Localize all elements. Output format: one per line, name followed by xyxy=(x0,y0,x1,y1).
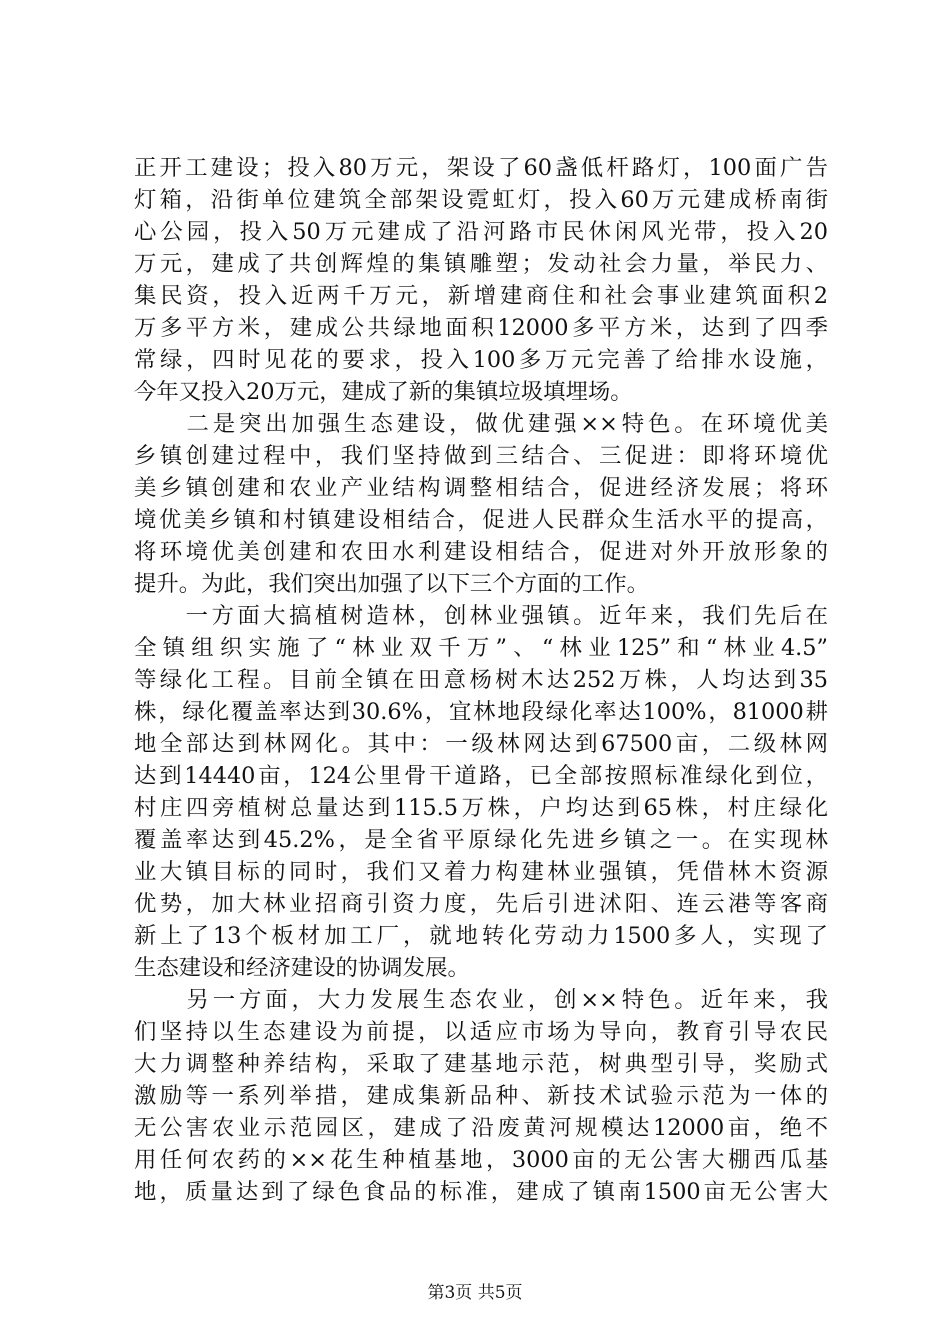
text-line: 优势，加大林业招商引资力度，先后引进沭阳、连云港等客商 xyxy=(134,891,828,917)
text-line: 村庄四旁植树总量达到115.5万株，户均达到65株，村庄绿化 xyxy=(134,795,828,821)
text-line: 将环境优美创建和农田水利建设相结合，促进对外开放形象的 xyxy=(134,539,828,565)
text-line: 灯箱，沿街单位建筑全部架设霓虹灯，投入60万元建成桥南街 xyxy=(134,187,828,213)
text-line: 达到14440亩，124公里骨干道路，已全部按照标准绿化到位， xyxy=(134,763,828,789)
text-line: 乡镇创建过程中，我们坚持做到三结合、三促进：即将环境优 xyxy=(134,443,828,469)
text-line: 业大镇目标的同时，我们又着力构建林业强镇，凭借林木资源 xyxy=(134,859,828,885)
text-line: 覆盖率达到45.2%，是全省平原绿化先进乡镇之一。在实现林 xyxy=(134,827,828,853)
text-line: 常绿，四时见花的要求，投入100多万元完善了给排水设施， xyxy=(134,347,828,373)
text-line: 用任何农药的××花生种植基地，3000亩的无公害大棚西瓜基 xyxy=(134,1147,828,1173)
document-body xyxy=(134,152,828,1208)
text-line: 株，绿化覆盖率达到30.6%，宜林地段绿化率达100%，81000耕 xyxy=(134,699,828,725)
text-line: 美乡镇创建和农业产业结构调整相结合，促进经济发展；将环 xyxy=(134,475,828,501)
text-line: 境优美乡镇和村镇建设相结合，促进人民群众生活水平的提高， xyxy=(134,507,828,533)
text-line: 正开工建设；投入80万元，架设了60盏低杆路灯，100面广告 xyxy=(134,155,828,181)
text-line: 心公园，投入50万元建成了沿河路市民休闲风光带，投入20 xyxy=(134,219,828,245)
text-line: 提升。为此，我们突出加强了以下三个方面的工作。 xyxy=(134,571,649,597)
page-number-footer: 第3页 共5页 xyxy=(427,1283,523,1303)
text-line: 地全部达到林网化。其中：一级林网达到67500亩，二级林网 xyxy=(134,731,828,757)
text-line: 集民资，投入近两千万元，新增建商住和社会事业建筑面积2 xyxy=(134,283,828,309)
text-line: 们坚持以生态建设为前提，以适应市场为导向，教育引导农民 xyxy=(134,1019,828,1045)
text-line: 另一方面，大力发展生态农业，创××特色。近年来，我 xyxy=(134,987,828,1013)
text-line: 大力调整种养结构，采取了建基地示范，树典型引导，奖励式 xyxy=(134,1051,828,1077)
text-line: 万多平方米，建成公共绿地面积12000多平方米，达到了四季 xyxy=(134,315,828,341)
text-line: 今年又投入20万元，建成了新的集镇垃圾填埋场。 xyxy=(134,379,633,405)
text-line: 地，质量达到了绿色食品的标准，建成了镇南1500亩无公害大 xyxy=(134,1179,828,1205)
text-line: 生态建设和经济建设的协调发展。 xyxy=(134,955,470,981)
text-line: 新上了13个板材加工厂，就地转化劳动力1500多人，实现了 xyxy=(134,923,828,949)
text-line: 等绿化工程。目前全镇在田意杨树木达252万株，人均达到35 xyxy=(134,667,828,693)
text-line: 激励等一系列举措，建成集新品种、新技术试验示范为一体的 xyxy=(134,1083,828,1109)
text-line: 二是突出加强生态建设，做优建强××特色。在环境优美 xyxy=(134,411,828,437)
text-line: 万元，建成了共创辉煌的集镇雕塑；发动社会力量，举民力、 xyxy=(134,251,828,277)
text-line: 全镇组织实施了“林业双千万”、“林业125”和“林业4.5” xyxy=(134,635,828,661)
text-line: 无公害农业示范园区，建成了沿废黄河规模达12000亩，绝不 xyxy=(134,1115,828,1141)
text-line: 一方面大搞植树造林，创林业强镇。近年来，我们先后在 xyxy=(134,603,828,629)
